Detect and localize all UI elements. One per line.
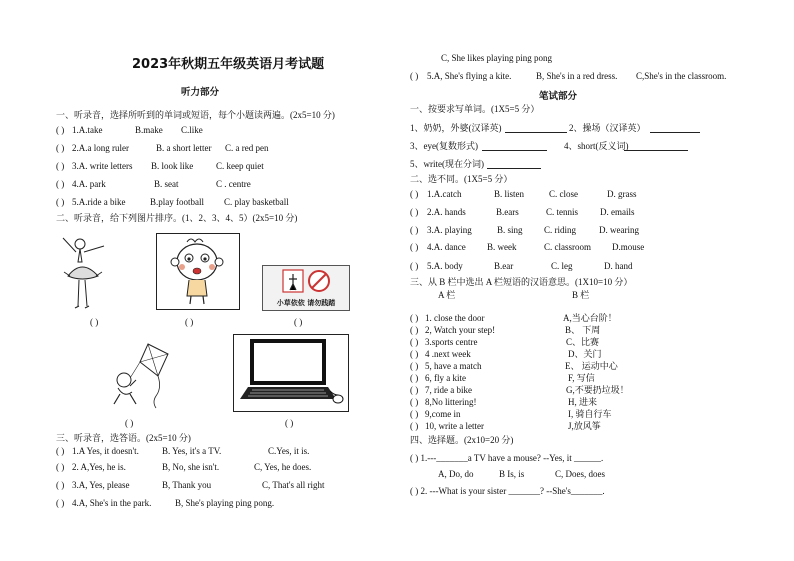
meaning-b: E、 运动中心	[565, 361, 618, 371]
laptop-picture	[234, 335, 348, 411]
option-a: A, Do, do	[438, 469, 474, 479]
question-paren: ( )	[56, 462, 65, 472]
question-paren: ( )	[410, 361, 419, 371]
question-paren: ( )	[410, 385, 419, 395]
cartoon-boy-picture	[157, 234, 239, 309]
option-a: 4.A, She's in the park.	[72, 498, 152, 508]
option-a: 2.A. hands	[427, 207, 466, 217]
option-b: B, She's playing ping pong.	[175, 498, 275, 508]
question-paren: ( )	[410, 225, 419, 235]
option-d: D. hand	[604, 261, 633, 271]
question-paren: ( )	[410, 373, 419, 383]
option-c: C.like	[181, 125, 203, 135]
mc-question-2: ( ) 2. ---What is your sister _______? --She's_______.	[410, 486, 605, 496]
option-b: B. a short letter	[156, 143, 212, 153]
meaning-b: A,当心台阶！	[563, 313, 617, 323]
option-a: 2.A.a long ruler	[72, 143, 129, 153]
option-d: D. grass	[607, 189, 637, 199]
option-a: 1.A.catch	[427, 189, 462, 199]
option-a: 1.A.take	[72, 125, 103, 135]
option-d: D. wearing	[599, 225, 639, 235]
phrase-a: 9,come in	[425, 409, 461, 419]
question-paren: ( )	[56, 480, 65, 490]
question-paren: ( )	[56, 125, 65, 135]
column-b-label: B 栏	[572, 290, 590, 300]
word-task-3: 3、eye(复数形式)	[410, 141, 478, 151]
question-paren: ( )	[410, 349, 419, 359]
option-d: D. emails	[600, 207, 635, 217]
option-c: C, That's all right	[262, 480, 325, 490]
meaning-b: G,不要扔垃圾！	[566, 385, 629, 395]
option-a: 3.A. playing	[427, 225, 472, 235]
option-b: B.ear	[494, 261, 514, 271]
question-paren: ( )	[56, 179, 65, 189]
option-a: 1.A Yes, it doesn't.	[72, 446, 139, 456]
word-task-4: 4、short(反义词)	[564, 141, 629, 151]
phrase-a: 8,No littering!	[425, 397, 477, 407]
word-task-5: 5、write(现在分词)	[410, 159, 484, 169]
question-paren: ( )	[410, 313, 419, 323]
section-c-heading: 三、从 B 栏中选出 A 栏短语的汉语意思。(1X10=10 分）	[410, 277, 633, 287]
question-paren: ( )	[56, 161, 65, 171]
option-a: 5.A.ride a bike	[72, 197, 126, 207]
meaning-b: D、关门	[568, 349, 602, 359]
exam-title: 2023年秋期五年级英语月考试题	[132, 57, 325, 72]
question-paren: ( )	[410, 261, 419, 271]
written-header: 笔试部分	[539, 91, 578, 102]
answer-line[interactable]	[505, 132, 567, 133]
question-paren: ( )	[56, 197, 65, 207]
phrase-a: 7, ride a bike	[425, 385, 472, 395]
option-a: 3.A. write letters	[72, 161, 133, 171]
answer-line[interactable]	[650, 132, 700, 133]
question-paren: ( )	[410, 397, 419, 407]
section-b-heading: 二、选不同。(1X5=5 分）	[410, 174, 513, 184]
option-a: 5.A, She's flying a kite.	[427, 71, 512, 81]
phrase-a: 6, fly a kite	[425, 373, 466, 383]
question-paren: ( )	[56, 143, 65, 153]
question-paren: ( )	[410, 337, 419, 347]
option-c: C. close	[549, 189, 578, 199]
cartoon-boy-frame	[156, 233, 240, 310]
picture-4-blank: ( )	[125, 418, 134, 428]
answer-line[interactable]	[487, 168, 541, 169]
question-paren: ( )	[410, 71, 419, 81]
option-c: C. riding	[544, 225, 577, 235]
phrase-a: 4 .next week	[425, 349, 471, 359]
question-paren: ( )	[410, 421, 419, 431]
option-b: B. seat	[154, 179, 179, 189]
option-c: C, Does, does	[555, 469, 605, 479]
ballerina-picture	[58, 232, 120, 314]
question-paren: ( )	[410, 242, 419, 252]
question-paren: ( )	[56, 498, 65, 508]
question-paren: ( )	[410, 207, 419, 217]
question-paren: ( )	[56, 446, 65, 456]
listening-header: 听力部分	[181, 87, 220, 98]
option-c: C. leg	[551, 261, 573, 271]
column-a-label: A 栏	[438, 290, 456, 300]
section-d-heading: 四、选择题。(2x10=20 分)	[410, 435, 514, 445]
option-a: 5.A. body	[427, 261, 463, 271]
mc-question-1: ( ) 1.---_______a TV have a mouse? --Yes, it ______.	[410, 453, 604, 463]
meaning-b: H, 进来	[568, 397, 597, 407]
option-b: B.ears	[496, 207, 519, 217]
meaning-b: J,放风筝	[568, 421, 601, 431]
option-c: C. keep quiet	[216, 161, 264, 171]
question-paren: ( )	[410, 189, 419, 199]
question-paren: ( )	[410, 325, 419, 335]
option-b: B. look like	[151, 161, 194, 171]
phrase-a: 5, have a match	[425, 361, 482, 371]
sign-frame	[262, 265, 350, 311]
section-1-heading: 一、听录音，选择所听到的单词或短语，每个小题读两遍。(2x5=10 分)	[56, 110, 335, 120]
option-b: B.make	[135, 125, 163, 135]
option-d: D.mouse	[612, 242, 645, 252]
option-c: C.Yes, it is.	[268, 446, 310, 456]
option-c: C. tennis	[546, 207, 579, 217]
option-b: B, No, she isn't.	[162, 462, 220, 472]
picture-5-blank: ( )	[285, 418, 294, 428]
answer-line[interactable]	[482, 150, 547, 151]
option-c: C . centre	[216, 179, 251, 189]
option-c: C. a red pen	[225, 143, 269, 153]
option-b: B. Yes, it's a TV.	[162, 446, 222, 456]
meaning-b: B、 下周	[565, 325, 601, 335]
option-c: C,She's in the classroom.	[636, 71, 727, 81]
picture-1-blank: ( )	[90, 317, 99, 327]
option-b: B, Thank you	[162, 480, 212, 490]
option-c: C. classroom	[544, 242, 591, 252]
picture-2-blank: ( )	[185, 317, 194, 327]
option-b: B. sing	[497, 225, 523, 235]
no-entry-sign-picture	[263, 266, 349, 296]
option-c: C. play basketball	[224, 197, 289, 207]
meaning-b: F, 写信	[568, 373, 595, 383]
kite-kid-picture	[96, 338, 178, 410]
option-a: 2. A,Yes, he is.	[72, 462, 126, 472]
question-paren: ( )	[410, 409, 419, 419]
option-a: 4.A. dance	[427, 242, 466, 252]
option-b: B Is, is	[499, 469, 525, 479]
laptop-frame	[233, 334, 349, 412]
option-b: B, She's in a red dress.	[536, 71, 618, 81]
picture-3-blank: ( )	[294, 317, 303, 327]
phrase-a: 10, write a letter	[425, 421, 484, 431]
option-b: B. week	[487, 242, 517, 252]
section-a-heading: 一、按要求写单词。(1X5=5 分）	[410, 104, 540, 114]
answer-line[interactable]	[624, 150, 688, 151]
section-3-heading: 三、听录音，选答语。(2x5=10 分)	[56, 433, 191, 443]
option-a: 3.A, Yes, please	[72, 480, 130, 490]
section-2-heading: 二、听录音，给下列图片排序。(1、2、3、4、5）(2x5=10 分)	[56, 213, 298, 223]
option-a: 4.A. park	[72, 179, 106, 189]
meaning-b: C、比赛	[566, 337, 600, 347]
meaning-b: I, 骑自行车	[568, 409, 612, 419]
word-task-2: 2、操场（汉译英）	[569, 123, 646, 133]
option-b: B.play football	[150, 197, 204, 207]
option-b: B. listen	[494, 189, 525, 199]
continued-option-c: C, She likes playing ping pong	[441, 53, 552, 63]
sign-caption: 小草依依 请勿践踏	[276, 299, 336, 307]
phrase-a: 1. close the door	[425, 313, 485, 323]
phrase-a: 3.sports centre	[425, 337, 478, 347]
phrase-a: 2, Watch your step!	[425, 325, 496, 335]
word-task-1: 1、奶奶，外婆(汉译英)	[410, 123, 502, 133]
option-c: C, Yes, he does.	[254, 462, 312, 472]
